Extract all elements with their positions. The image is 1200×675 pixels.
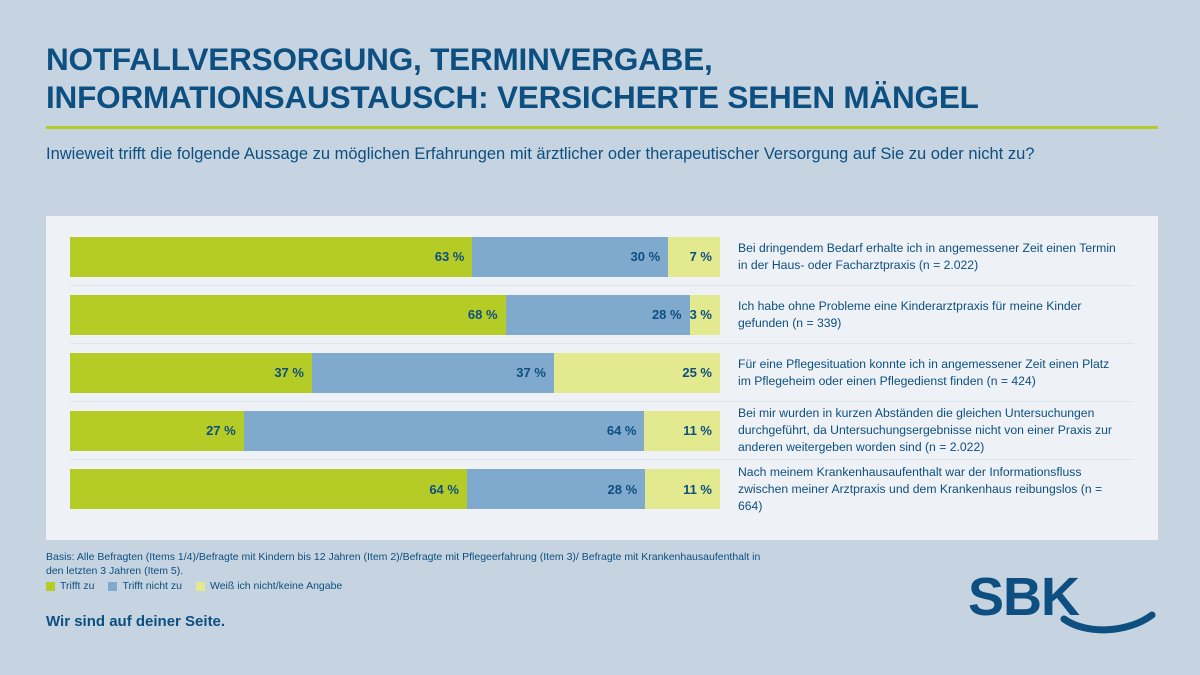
- svg-text:SBK: SBK: [968, 567, 1080, 627]
- bar-segment-blue: [312, 353, 554, 393]
- chart-panel: [46, 216, 1158, 540]
- bar-segment-value: 25 %: [682, 365, 712, 380]
- bar-segment-blue: [244, 411, 645, 451]
- bar-segment-yellow: [554, 353, 720, 393]
- title-divider: [46, 126, 1158, 129]
- chart-row: [70, 286, 1134, 344]
- legend-item: [196, 580, 342, 592]
- legend-item: [108, 580, 182, 592]
- bar-segment-yellow: [690, 295, 720, 335]
- basis-note: Basis: Alle Befragten (Items 1/4)/Befragte mit Kindern bis 12 Jahren (Item 2)/Befragte mit Pflegeerfahrung (Item 3)/ Befragte mit Krankenhausaufenthalt in den letzten 3 Jahren (Item 5).: [46, 551, 761, 577]
- stacked-bar: [70, 411, 720, 451]
- bar-segment-green: [70, 411, 244, 451]
- bar-segment-value: 11 %: [683, 423, 712, 438]
- page-title: NOTFALLVERSORGUNG, TERMINVERGABE, INFORMATIONSAUSTAUSCH: VERSICHERTE SEHEN MÄNGEL: [46, 41, 979, 115]
- bar-segment-value: 28 %: [607, 481, 638, 497]
- bar-segment-green: [70, 295, 506, 335]
- chart-row: [70, 460, 1134, 518]
- chart-row: [70, 402, 1134, 460]
- claim-text: Wir sind auf deiner Seite.: [46, 613, 226, 630]
- legend-label: Trifft zu: [60, 580, 95, 592]
- chart-rows: [70, 228, 1134, 518]
- stacked-bar: [70, 469, 720, 509]
- stacked-bar: [70, 295, 720, 335]
- legend-item: [46, 580, 94, 592]
- bar-segment-green: [70, 237, 472, 277]
- legend-swatch: [46, 582, 55, 591]
- bar-segment-value: 11 %: [683, 481, 712, 497]
- bar-segment-value: 30 %: [630, 249, 661, 264]
- legend-swatch: [108, 582, 117, 591]
- chart-row-label: Bei mir wurden in kurzen Abständen die gleichen Untersuchungen durchgeführt, da Untersuchungsergebnisse nicht von einer Praxis zur anderen weitergeben worden sind (n = 2.022): [738, 406, 1112, 454]
- bar-segment-value: 28 %: [651, 307, 682, 322]
- bar-segment-yellow: [645, 469, 720, 509]
- bar-segment-value: 37 %: [274, 365, 304, 380]
- bar-segment-value: 64 %: [606, 423, 637, 438]
- sbk-logo: [968, 563, 1158, 637]
- bar-segment-value: 68 %: [467, 307, 498, 322]
- chart-row-label: Für eine Pflegesituation konnte ich in angemessener Zeit einen Platz im Pflegeheim oder einen Pflegedienst finden (n = 424): [738, 356, 1110, 388]
- bar-segment-value: 64 %: [429, 481, 459, 497]
- stacked-bar: [70, 353, 720, 393]
- page-subtitle: Inwieweit trifft die folgende Aussage zu möglichen Erfahrungen mit ärztlicher oder therapeutischer Versorgung auf Sie zu oder nicht zu?: [46, 145, 1035, 163]
- chart-row-label: Bei dringendem Bedarf erhalte ich in angemessener Zeit einen Termin in der Haus- oder Facharztpraxis (n = 2.022): [738, 240, 1116, 272]
- bar-segment-value: 63 %: [434, 249, 465, 264]
- bar-segment-value: 27 %: [206, 423, 236, 438]
- bar-segment-yellow: [668, 237, 720, 277]
- bar-segment-value: 3 %: [689, 307, 712, 322]
- legend-label: Weiß ich nicht/keine Angabe: [209, 580, 343, 592]
- legend-label: Trifft nicht zu: [122, 580, 182, 592]
- bar-segment-blue: [506, 295, 690, 335]
- bar-segment-blue: [467, 469, 645, 509]
- chart-row: [70, 344, 1134, 402]
- chart-row: [70, 228, 1134, 286]
- stacked-bar: [70, 237, 720, 277]
- bar-segment-blue: [472, 237, 668, 277]
- bar-segment-yellow: [644, 411, 720, 451]
- legend-swatch: [196, 582, 205, 591]
- chart-row-label: Ich habe ohne Probleme eine Kinderarztpraxis für meine Kinder gefunden (n = 339): [738, 298, 1082, 330]
- chart-row-label: Nach meinem Krankenhausaufenthalt war der Informationsfluss zwischen meiner Arztpraxis und dem Krankenhaus reibungslos (n = 664): [738, 464, 1103, 513]
- bar-segment-value: 37 %: [516, 365, 546, 380]
- bar-segment-green: [70, 469, 467, 509]
- bar-segment-value: 7 %: [689, 249, 712, 264]
- bar-segment-green: [70, 353, 312, 393]
- chart-legend: [46, 580, 342, 592]
